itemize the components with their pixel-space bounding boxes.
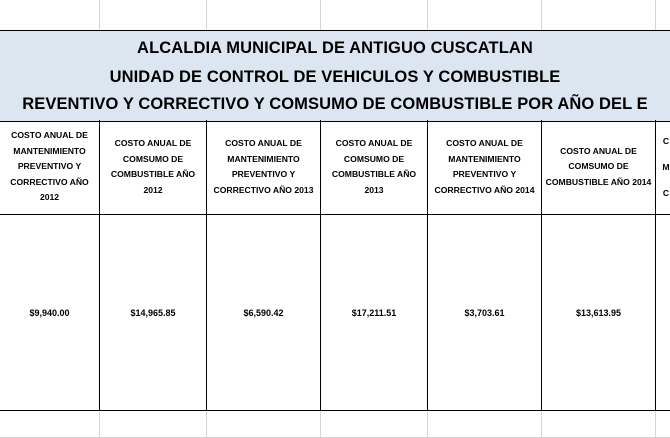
header-text: COSTO ANUAL DE COMSUMO DE COMBUSTIBLE AÑO 2014 — [545, 145, 652, 187]
value-cell[interactable] — [656, 215, 670, 411]
value-cell[interactable]: $14,965.85 — [100, 215, 207, 411]
title-line-2: UNIDAD DE CONTROL DE VEHICULOS Y COMBUSTIBLE — [109, 68, 561, 86]
value-cell[interactable]: $13,613.95 — [542, 215, 656, 411]
column-header[interactable] — [656, 120, 670, 215]
empty-row[interactable] — [0, 0, 670, 31]
report-title-banner[interactable] — [0, 30, 670, 122]
column-header[interactable] — [0, 120, 100, 215]
gridline — [99, 411, 100, 438]
header-text: COSTO ANUAL DE MANTENIMIENTO PREVENTIVO Y CORRECTIVO AÑO 2014 — [434, 138, 535, 195]
header-text: COSTO ANUAL DE MANTENIMIENTO PREVENTIVO Y CORRECTIVO AÑO 2013 — [213, 138, 314, 195]
gridline — [541, 411, 542, 438]
empty-row[interactable] — [0, 411, 670, 438]
header-text: COSTO ANUAL DE COMSUMO DE COMBUSTIBLE AÑO 2013 — [331, 138, 417, 195]
column-header[interactable] — [100, 120, 207, 215]
value-cell[interactable]: $3,703.61 — [428, 215, 542, 411]
gridline — [206, 411, 207, 438]
title-line-3: REVENTIVO Y CORRECTIVO Y COMSUMO DE COMBUSTIBLE POR AÑO DEL E — [22, 95, 648, 113]
column-header[interactable] — [428, 120, 542, 215]
gridline — [99, 0, 100, 30]
gridline — [427, 411, 428, 438]
header-text: C M C — [662, 136, 670, 198]
value-cell[interactable]: $6,590.42 — [207, 215, 321, 411]
header-text: COSTO ANUAL DE COMSUMO DE COMBUSTIBLE AÑO 2012 — [110, 138, 196, 195]
column-header[interactable] — [542, 120, 656, 215]
value-cell[interactable]: $9,940.00 — [0, 215, 100, 411]
value-cell[interactable]: $17,211.51 — [321, 215, 428, 411]
column-header[interactable] — [207, 120, 321, 215]
column-header[interactable] — [321, 120, 428, 215]
gridline — [206, 0, 207, 30]
gridline — [655, 0, 656, 30]
gridline — [541, 0, 542, 30]
gridline — [427, 0, 428, 30]
gridline — [320, 0, 321, 30]
title-line-1: ALCALDIA MUNICIPAL DE ANTIGUO CUSCATLAN — [137, 39, 533, 57]
header-text: COSTO ANUAL DE MANTENIMIENTO PREVENTIVO Y CORRECTIVO AÑO 2012 — [10, 130, 89, 203]
gridline — [320, 411, 321, 438]
gridline — [655, 411, 656, 438]
